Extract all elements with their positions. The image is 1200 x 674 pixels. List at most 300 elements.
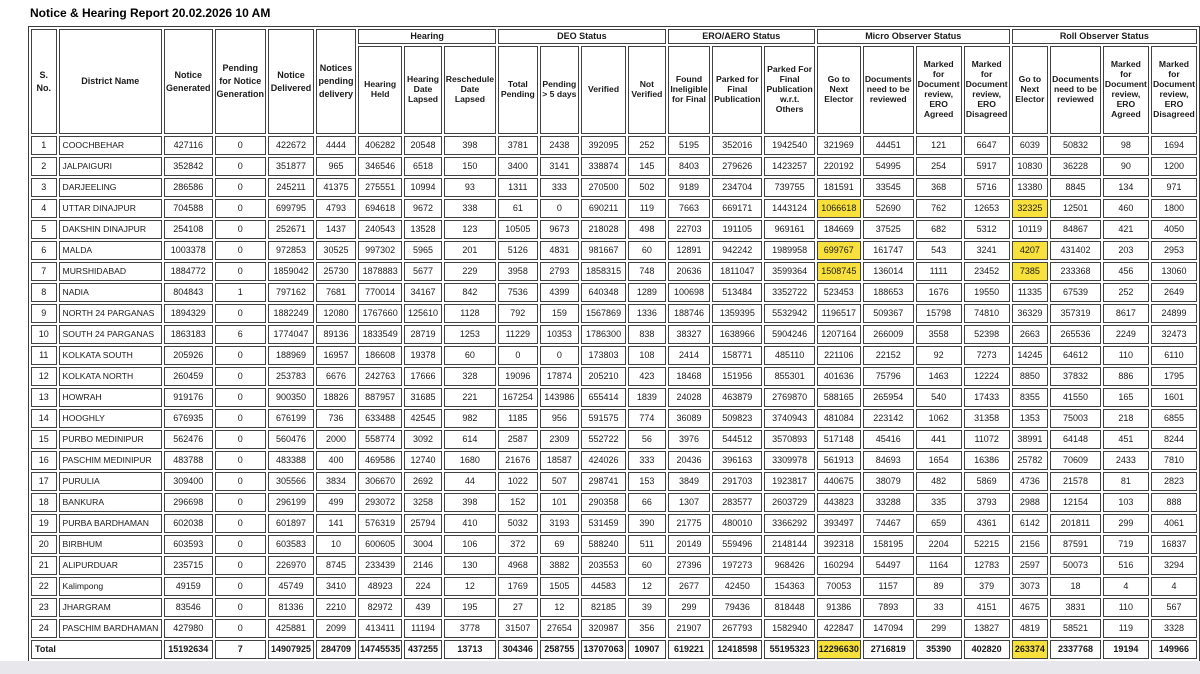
value-cell: 3599364	[764, 262, 814, 281]
value-cell: 60	[628, 241, 666, 260]
value-cell: 3241	[964, 241, 1010, 260]
value-cell: 3740943	[764, 409, 814, 428]
value-cell: 27396	[668, 556, 710, 575]
value-cell: 1811047	[712, 262, 762, 281]
value-cell: 17433	[964, 388, 1010, 407]
value-cell: 483388	[268, 451, 314, 470]
value-cell: 4736	[1012, 472, 1048, 491]
district-name-cell: MURSHIDABAD	[59, 262, 163, 281]
value-cell: 655414	[581, 388, 626, 407]
value-cell: 588240	[581, 535, 626, 554]
value-cell: 981667	[581, 241, 626, 260]
value-cell: 143986	[540, 388, 580, 407]
value-cell: 559496	[712, 535, 762, 554]
value-cell: 694618	[358, 199, 402, 218]
value-cell: 52398	[964, 325, 1010, 344]
value-cell: 49159	[164, 577, 213, 596]
value-cell: 9672	[404, 199, 442, 218]
value-cell: 1774047	[268, 325, 314, 344]
value-cell: 659	[916, 514, 962, 533]
value-cell: 3793	[964, 493, 1010, 512]
value-cell: 38991	[1012, 430, 1048, 449]
value-cell: 1795	[1151, 367, 1197, 386]
district-row	[31, 283, 1197, 302]
value-cell: 1200	[1151, 157, 1197, 176]
district-name-cell: KOLKATA SOUTH	[59, 346, 163, 365]
value-cell: 3558	[916, 325, 962, 344]
value-cell: 2823	[1151, 472, 1197, 491]
value-cell: 2433	[1103, 451, 1149, 470]
value-cell: 774	[628, 409, 666, 428]
value-cell: 67539	[1050, 283, 1101, 302]
total-value-cell: 13707063	[581, 640, 626, 659]
value-cell: 296698	[164, 493, 213, 512]
value-cell: 4675	[1012, 598, 1048, 617]
value-cell: 33	[916, 598, 962, 617]
value-cell: 89	[916, 577, 962, 596]
column-header: Marked for Document review, ERO Agreed	[1103, 46, 1149, 134]
value-cell: 203553	[581, 556, 626, 575]
value-cell: 38079	[863, 472, 914, 491]
value-cell: 424026	[581, 451, 626, 470]
value-cell: 54995	[863, 157, 914, 176]
value-cell: 561913	[817, 451, 861, 470]
value-cell: 3976	[668, 430, 710, 449]
value-cell: 482	[916, 472, 962, 491]
value-cell: 30525	[316, 241, 356, 260]
value-cell: 1863183	[164, 325, 213, 344]
value-cell: 6	[215, 325, 267, 344]
value-cell: 888	[1151, 493, 1197, 512]
serial-cell: 10	[31, 325, 57, 344]
value-cell: 2148144	[764, 535, 814, 554]
column-header: Marked for Document review, ERO Disagreed	[1151, 46, 1197, 134]
value-cell: 12501	[1050, 199, 1101, 218]
value-cell: 18	[1050, 577, 1101, 596]
value-cell: 544512	[712, 430, 762, 449]
value-cell: 481084	[817, 409, 861, 428]
value-cell: 6855	[1151, 409, 1197, 428]
value-cell: 4819	[1012, 619, 1048, 638]
total-value-cell: 10907	[628, 640, 666, 659]
district-row	[31, 136, 1197, 155]
value-cell: 543	[916, 241, 962, 260]
value-cell: 398	[444, 493, 496, 512]
highlighted-total-cell: 263374	[1012, 640, 1048, 659]
district-row	[31, 514, 1197, 533]
total-value-cell: 12418598	[712, 640, 762, 659]
value-cell: 509367	[863, 304, 914, 323]
value-cell: 1437	[316, 220, 356, 239]
serial-cell: 22	[31, 577, 57, 596]
total-value-cell: 55195323	[764, 640, 814, 659]
value-cell: 61	[498, 199, 538, 218]
value-cell: 42450	[712, 577, 762, 596]
column-header: Parked for Final Publication	[712, 46, 762, 134]
value-cell: 28719	[404, 325, 442, 344]
value-cell: 2649	[1151, 283, 1197, 302]
total-value-cell: 437255	[404, 640, 442, 659]
value-cell: 91386	[817, 598, 861, 617]
value-cell: 1157	[863, 577, 914, 596]
value-cell: 523453	[817, 283, 861, 302]
value-cell: 58521	[1050, 619, 1101, 638]
value-cell: 22152	[863, 346, 914, 365]
value-cell: 106	[444, 535, 496, 554]
column-header-district: District Name	[59, 29, 163, 134]
value-cell: 84867	[1050, 220, 1101, 239]
district-row	[31, 346, 1197, 365]
value-cell: 10830	[1012, 157, 1048, 176]
value-cell: 5532942	[764, 304, 814, 323]
value-cell: 186608	[358, 346, 402, 365]
value-cell: 154363	[764, 577, 814, 596]
value-cell: 2099	[316, 619, 356, 638]
value-cell: 498	[628, 220, 666, 239]
value-cell: 4831	[540, 241, 580, 260]
serial-cell: 5	[31, 220, 57, 239]
value-cell: 413411	[358, 619, 402, 638]
value-cell: 36089	[668, 409, 710, 428]
highlighted-value-cell: 699767	[817, 241, 861, 260]
value-cell: 27654	[540, 619, 580, 638]
district-row	[31, 472, 1197, 491]
value-cell: 1942540	[764, 136, 814, 155]
value-cell: 507	[540, 472, 580, 491]
value-cell: 3294	[1151, 556, 1197, 575]
page-title: Notice & Hearing Report 20.02.2026 10 AM	[30, 6, 271, 20]
value-cell: 942242	[712, 241, 762, 260]
value-cell: 0	[540, 346, 580, 365]
value-cell: 188653	[863, 283, 914, 302]
value-cell: 48923	[358, 577, 402, 596]
district-name-cell: Kalimpong	[59, 577, 163, 596]
value-cell: 351877	[268, 157, 314, 176]
value-cell: 614	[444, 430, 496, 449]
value-cell: 69	[540, 535, 580, 554]
value-cell: 191105	[712, 220, 762, 239]
value-cell: 2677	[668, 577, 710, 596]
value-cell: 20149	[668, 535, 710, 554]
value-cell: 150	[444, 157, 496, 176]
value-cell: 252	[1103, 283, 1149, 302]
value-cell: 195	[444, 598, 496, 617]
value-cell: 400	[316, 451, 356, 470]
value-cell: 1196517	[817, 304, 861, 323]
value-cell: 8403	[668, 157, 710, 176]
value-cell: 38327	[668, 325, 710, 344]
total-value-cell: 14907925	[268, 640, 314, 659]
value-cell: 52690	[863, 199, 914, 218]
value-cell: 254	[916, 157, 962, 176]
value-cell: 5917	[964, 157, 1010, 176]
value-cell: 762	[916, 199, 962, 218]
value-cell: 431402	[1050, 241, 1101, 260]
district-name-cell: ALIPURDUAR	[59, 556, 163, 575]
value-cell: 158771	[712, 346, 762, 365]
value-cell: 12	[540, 598, 580, 617]
column-group-header: DEO Status	[498, 29, 666, 44]
value-cell: 0	[215, 346, 267, 365]
value-cell: 2438	[540, 136, 580, 155]
value-cell: 31358	[964, 409, 1010, 428]
value-cell: 7810	[1151, 451, 1197, 470]
table-header	[31, 29, 1197, 134]
value-cell: 87591	[1050, 535, 1101, 554]
value-cell: 220192	[817, 157, 861, 176]
value-cell: 919176	[164, 388, 213, 407]
value-cell: 103	[1103, 493, 1149, 512]
column-group-header: Roll Observer Status	[1012, 29, 1197, 44]
value-cell: 558774	[358, 430, 402, 449]
value-cell: 517148	[817, 430, 861, 449]
value-cell: 161747	[863, 241, 914, 260]
value-cell: 16837	[1151, 535, 1197, 554]
value-cell: 93	[444, 178, 496, 197]
value-cell: 4399	[540, 283, 580, 302]
value-cell: 92	[916, 346, 962, 365]
value-cell: 242763	[358, 367, 402, 386]
value-cell: 0	[215, 556, 267, 575]
value-cell: 141	[316, 514, 356, 533]
value-cell: 41375	[316, 178, 356, 197]
value-cell: 401636	[817, 367, 861, 386]
value-cell: 10	[316, 535, 356, 554]
value-cell: 7893	[863, 598, 914, 617]
value-cell: 1767660	[358, 304, 402, 323]
value-cell: 70609	[1050, 451, 1101, 470]
value-cell: 531459	[581, 514, 626, 533]
value-cell: 10119	[1012, 220, 1048, 239]
value-cell: 346546	[358, 157, 402, 176]
district-row	[31, 325, 1197, 344]
value-cell: 9189	[668, 178, 710, 197]
value-cell: 443823	[817, 493, 861, 512]
value-cell: 6110	[1151, 346, 1197, 365]
value-cell: 1894329	[164, 304, 213, 323]
value-cell: 427980	[164, 619, 213, 638]
value-cell: 19096	[498, 367, 538, 386]
value-cell: 293072	[358, 493, 402, 512]
value-cell: 441	[916, 430, 962, 449]
value-cell: 969161	[764, 220, 814, 239]
district-name-cell: MALDA	[59, 241, 163, 260]
value-cell: 267793	[712, 619, 762, 638]
value-cell: 205926	[164, 346, 213, 365]
column-header: Documents need to be reviewed	[863, 46, 914, 134]
value-cell: 298741	[581, 472, 626, 491]
value-cell: 7273	[964, 346, 1010, 365]
value-cell: 235715	[164, 556, 213, 575]
value-cell: 576319	[358, 514, 402, 533]
total-label-cell: Total	[31, 640, 162, 659]
serial-cell: 8	[31, 283, 57, 302]
value-cell: 18468	[668, 367, 710, 386]
value-cell: 299	[668, 598, 710, 617]
total-value-cell: 304346	[498, 640, 538, 659]
value-cell: 197273	[712, 556, 762, 575]
value-cell: 4	[1103, 577, 1149, 596]
value-cell: 136014	[863, 262, 914, 281]
value-cell: 12	[628, 577, 666, 596]
value-cell: 797162	[268, 283, 314, 302]
value-cell: 37832	[1050, 367, 1101, 386]
value-cell: 0	[215, 598, 267, 617]
column-header: Go to Next Elector	[817, 46, 861, 134]
column-group-header: Micro Observer Status	[817, 29, 1010, 44]
column-group-header: Hearing	[358, 29, 496, 44]
district-row	[31, 262, 1197, 281]
value-cell: 203	[1103, 241, 1149, 260]
value-cell: 70053	[817, 577, 861, 596]
value-cell: 540	[916, 388, 962, 407]
value-cell: 5869	[964, 472, 1010, 491]
value-cell: 968426	[764, 556, 814, 575]
value-cell: 110	[1103, 598, 1149, 617]
serial-cell: 6	[31, 241, 57, 260]
value-cell: 2000	[316, 430, 356, 449]
value-cell: 887957	[358, 388, 402, 407]
value-cell: 552722	[581, 430, 626, 449]
district-row	[31, 304, 1197, 323]
value-cell: 3073	[1012, 577, 1048, 596]
value-cell: 1353	[1012, 409, 1048, 428]
value-cell: 17666	[404, 367, 442, 386]
value-cell: 669171	[712, 199, 762, 218]
serial-cell: 4	[31, 199, 57, 218]
value-cell: 12224	[964, 367, 1010, 386]
total-row	[31, 640, 1197, 659]
column-header-fixed-3: Pending for Notice Generation	[215, 29, 267, 134]
value-cell: 18826	[316, 388, 356, 407]
value-cell: 1839	[628, 388, 666, 407]
value-cell: 16957	[316, 346, 356, 365]
value-cell: 1164	[916, 556, 962, 575]
value-cell: 5032	[498, 514, 538, 533]
value-cell: 640348	[581, 283, 626, 302]
value-cell: 60	[628, 556, 666, 575]
district-name-cell: PASCHIM MEDINIPUR	[59, 451, 163, 470]
value-cell: 165	[1103, 388, 1149, 407]
value-cell: 221	[444, 388, 496, 407]
value-cell: 425881	[268, 619, 314, 638]
value-cell: 972853	[268, 241, 314, 260]
value-cell: 110	[1103, 346, 1149, 365]
serial-cell: 15	[31, 430, 57, 449]
value-cell: 2146	[404, 556, 442, 575]
value-cell: 252671	[268, 220, 314, 239]
value-cell: 153	[628, 472, 666, 491]
value-cell: 279626	[712, 157, 762, 176]
value-cell: 6647	[964, 136, 1010, 155]
value-cell: 160294	[817, 556, 861, 575]
value-cell: 423	[628, 367, 666, 386]
value-cell: 602038	[164, 514, 213, 533]
value-cell: 296199	[268, 493, 314, 512]
value-cell: 0	[540, 199, 580, 218]
value-cell: 704588	[164, 199, 213, 218]
serial-cell: 14	[31, 409, 57, 428]
value-cell: 226970	[268, 556, 314, 575]
value-cell: 516	[1103, 556, 1149, 575]
value-cell: 1884772	[164, 262, 213, 281]
table-body	[31, 136, 1197, 659]
total-value-cell: 402820	[964, 640, 1010, 659]
value-cell: 270500	[581, 178, 626, 197]
highlighted-value-cell: 7385	[1012, 262, 1048, 281]
value-cell: 98	[1103, 136, 1149, 155]
value-cell: 682	[916, 220, 962, 239]
total-value-cell: 619221	[668, 640, 710, 659]
value-cell: 600605	[358, 535, 402, 554]
value-cell: 2692	[404, 472, 442, 491]
value-cell: 886	[1103, 367, 1149, 386]
value-cell: 0	[215, 199, 267, 218]
value-cell: 245211	[268, 178, 314, 197]
value-cell: 567	[1151, 598, 1197, 617]
serial-cell: 7	[31, 262, 57, 281]
value-cell: 0	[215, 493, 267, 512]
value-cell: 3958	[498, 262, 538, 281]
value-cell: 328	[444, 367, 496, 386]
value-cell: 188746	[668, 304, 710, 323]
district-row	[31, 619, 1197, 638]
value-cell: 4444	[316, 136, 356, 155]
value-cell: 173803	[581, 346, 626, 365]
value-cell: 10353	[540, 325, 580, 344]
value-cell: 4061	[1151, 514, 1197, 533]
district-name-cell: SOUTH 24 PARGANAS	[59, 325, 163, 344]
value-cell: 406282	[358, 136, 402, 155]
value-cell: 0	[215, 388, 267, 407]
value-cell: 1307	[668, 493, 710, 512]
value-cell: 982	[444, 409, 496, 428]
district-name-cell: NADIA	[59, 283, 163, 302]
value-cell: 286586	[164, 178, 213, 197]
value-cell: 101	[540, 493, 580, 512]
value-cell: 1003378	[164, 241, 213, 260]
value-cell: 1359395	[712, 304, 762, 323]
value-cell: 483788	[164, 451, 213, 470]
value-cell: 1111	[916, 262, 962, 281]
value-cell: 305566	[268, 472, 314, 491]
value-cell: 4361	[964, 514, 1010, 533]
column-header-fixed-4: Notice Delivered	[268, 29, 314, 134]
serial-cell: 12	[31, 367, 57, 386]
value-cell: 3849	[668, 472, 710, 491]
value-cell: 5312	[964, 220, 1010, 239]
serial-cell: 20	[31, 535, 57, 554]
value-cell: 690211	[581, 199, 626, 218]
value-cell: 0	[215, 409, 267, 428]
district-row	[31, 598, 1197, 617]
value-cell: 37525	[863, 220, 914, 239]
value-cell: 16386	[964, 451, 1010, 470]
column-header: Documents need to be reviewed	[1050, 46, 1101, 134]
value-cell: 8850	[1012, 367, 1048, 386]
value-cell: 422672	[268, 136, 314, 155]
value-cell: 81336	[268, 598, 314, 617]
value-cell: 1463	[916, 367, 962, 386]
value-cell: 333	[540, 178, 580, 197]
value-cell: 0	[215, 241, 267, 260]
value-cell: 201	[444, 241, 496, 260]
district-name-cell: PASCHIM BARDHAMAN	[59, 619, 163, 638]
value-cell: 64148	[1050, 430, 1101, 449]
value-cell: 393497	[817, 514, 861, 533]
value-cell: 855301	[764, 367, 814, 386]
value-cell: 770014	[358, 283, 402, 302]
